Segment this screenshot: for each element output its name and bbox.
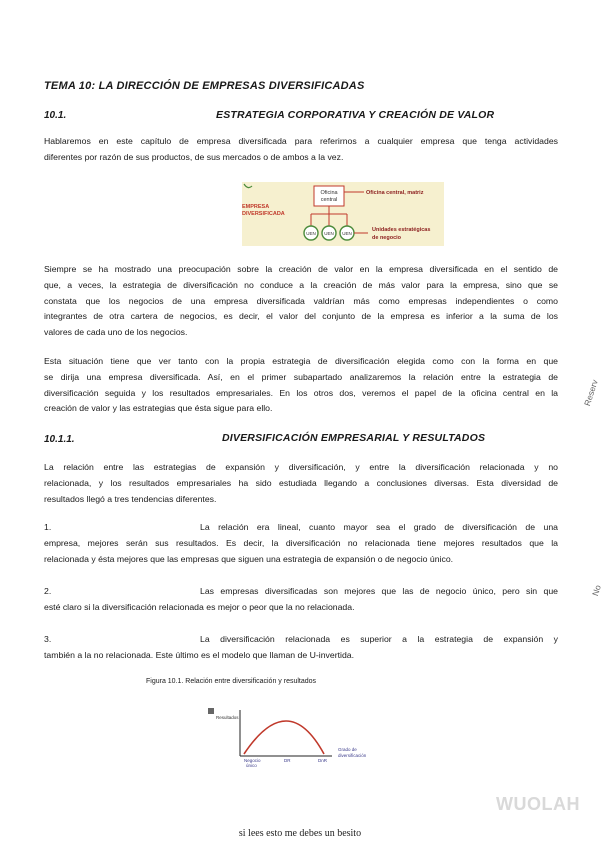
page-footer: si lees esto me debes un besito [238,828,362,839]
subsection-number: 10.1.1. [44,434,75,445]
results-paragraph [44,460,558,507]
text-line [44,584,558,600]
central-office-label: Oficina [320,190,338,196]
inverted-u-curve [244,721,324,754]
subsection-title: DIVERSIFICACIÓN EMPRESARIAL Y RESULTADOS [222,432,486,444]
y-axis-label: Resultados [216,715,239,720]
business-unit-label: UEN [342,231,352,236]
list-number: 3. [44,634,52,644]
central-office-label: central [320,197,338,203]
text-line [44,632,558,648]
business-unit-label: UEN [324,231,334,236]
business-units-caption: de negocio [372,235,402,241]
central-office-caption: Oficina central, matriz [366,190,424,196]
section-title: ESTRATEGIA CORPORATIVA Y CREACIÓN DE VALOR [216,109,495,121]
list-text: La diversificación relacionada es superior a la estrategia de expansión y [200,634,558,644]
text-line: valores de cada uno de los negocios. [44,327,188,338]
list-item [44,584,558,616]
text-line: creación de valor y las estrategias que ésta sigue para ello. [44,403,273,414]
list-number: 1. [44,522,52,532]
side-watermark: No [590,583,603,598]
diversified-label: DIVERSIFICADA [242,211,285,217]
x-tick-label: DR [284,758,291,763]
diversified-company-diagram [242,182,444,246]
intro-paragraph [44,134,558,166]
central-office-box [314,186,344,206]
text-line [44,520,558,536]
list-text: Las empresas diversificadas son mejores que las de negocio único, pero sin que [200,586,558,596]
inverted-u-chart [206,706,376,768]
text-line: relacionada, y los resultados empresariales ha sido estudiada llegando a conclusiones diversas. Esta diversidad de [44,477,558,488]
section-number: 10.1. [44,110,67,121]
text-line: esté claro si la diversificación relacionada es mejor o peor que la no relacionada. [44,601,355,612]
text-line: relacionada y ésta mejores que las empresas que siguen una estrategia de expansión o de negocio único. [44,553,454,564]
text-line: constata que los negocios de una empresa diversificada valdrían más como empresas independientes o como [44,295,558,306]
text-line: La relación entre las estrategias de expansión y diversificación, y entre la diversificación relacionada y no [44,462,558,472]
side-watermark: Reserv [582,378,600,408]
text-line: Siempre se ha mostrado una preocupación sobre la creación de valor en la empresa diversificada en el sentido de [44,264,558,274]
list-item [44,520,558,567]
diversified-label: EMPRESA [242,204,270,210]
text-line: que, a veces, la estrategia de diversificación no conduce a la creación de más valor para la empresa, sino que se [44,279,558,290]
text-line: empresa, mejores serán sus resultados. Es decir, la diversificación no relacionada tiene mejores resultados que la [44,537,558,548]
text-line: resultados llegó a tres tendencias diferentes. [44,493,217,504]
list-number: 2. [44,586,52,596]
x-axis-label: Grado de [338,747,357,752]
business-unit-label: UEN [306,231,316,236]
x-tick-label: único [246,763,257,768]
text-line: también a la no relacionada. Este último es el modelo que llaman de U-invertida. [44,649,355,660]
text-line: Esta situación tiene que ver tanto con la propia estrategia de diversificación elegida como con la forma en que [44,356,558,366]
figure-caption: Figura 10.1. Relación entre diversificación y resultados [146,678,317,685]
document-title: TEMA 10: LA DIRECCIÓN DE EMPRESAS DIVERSIFICADAS [44,80,365,92]
strategy-paragraph [44,354,558,417]
value-creation-paragraph [44,262,558,341]
x-axis-label: diversificación [338,753,367,758]
x-tick-label: DnR [318,758,328,763]
x-tick-label: Negocio [244,758,261,763]
text-line: integrantes de otra cartera de negocios, es decir, el valor del conjunto de la empresa es inferior a la suma de los [44,311,558,322]
chart-icon [208,708,214,714]
text-line: diversificación seguida y los resultados empresariales. En los otros dos, veremos el papel de la oficina central en la [44,387,558,398]
text-line: se dirija una empresa diversificada. Así, en el primer subapartado analizaremos la relación entre la estrategia de [44,371,558,382]
list-item [44,632,558,664]
text-line: diferentes por razón de sus productos, de sus mercados o de ambos a la vez. [44,151,344,162]
business-units-caption: Unidades estratégicas [372,227,431,233]
brand-watermark: WUOLAH [496,794,580,814]
text-line: Hablaremos en este capítulo de empresa diversificada para referirnos a cualquier empresa que tenga actividades [44,136,558,146]
list-text: La relación era lineal, cuanto mayor sea el grado de diversificación de una [200,522,558,532]
